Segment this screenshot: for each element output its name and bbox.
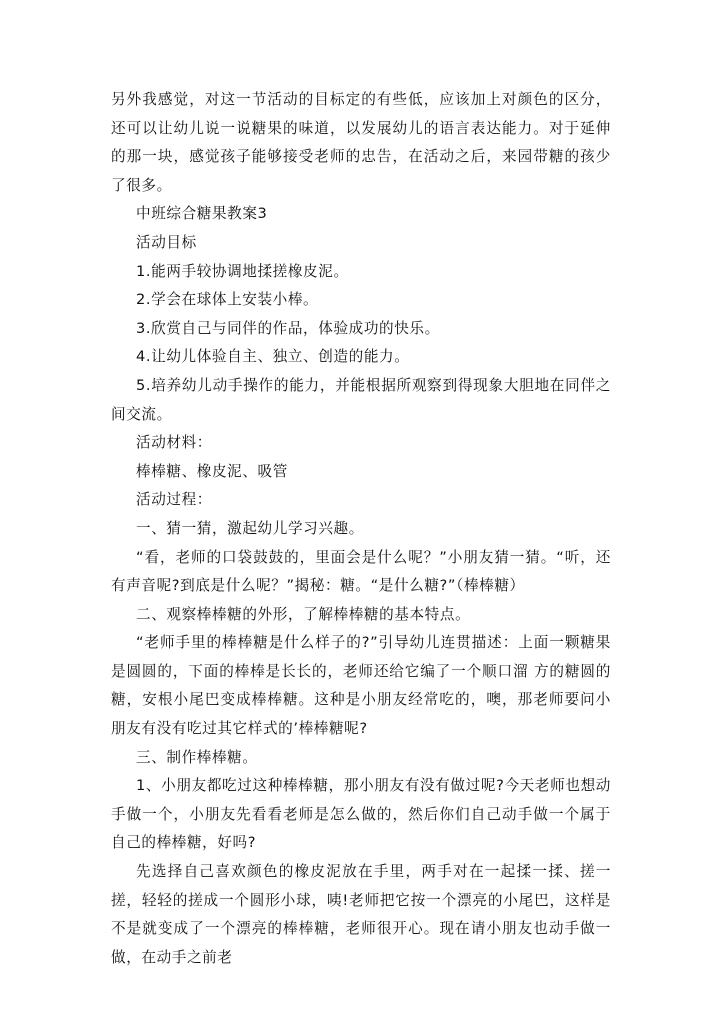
paragraph-make: 1、小朋友都吃过这种棒棒糖，那小朋友有没有做过呢?今天老师也想动手做一个，小朋友先看看老师是怎么做的，然后你们自己动手做一个属于自己的棒棒糖，好吗? bbox=[111, 777, 611, 852]
heading-process: 活动过程： bbox=[136, 491, 212, 509]
goal-item: 1.能两手较协调地揉搓橡皮泥。 bbox=[136, 262, 349, 280]
goal-item: 4.让幼儿体验自主、独立、创造的能力。 bbox=[136, 348, 410, 366]
heading-activity-goals: 活动目标 bbox=[136, 233, 197, 251]
goal-item: 2.学会在球体上安装小棒。 bbox=[136, 291, 319, 309]
section-title: 中班综合糖果教案3 bbox=[136, 205, 268, 223]
paragraph-guess: “看，老师的口袋鼓鼓的，里面会是什么呢？”小朋友猜一猜。“听，还有声音呢?到底是什么呢？”揭秘：糖。“是什么糖?”（棒棒糖） bbox=[111, 548, 611, 595]
document-body bbox=[111, 86, 611, 972]
paragraph-instructions: 先选择自己喜欢颜色的橡皮泥放在手里，两手对在一起揉一揉、搓一搓，轻轻的搓成一个圆形小球，咦!老师把它按一个漂亮的小尾巴，这样是不是就变成了一个漂亮的棒棒糖，老师很开心。现在请小朋友也动手做一做，在动手之前老 bbox=[111, 863, 611, 966]
materials-list: 棒棒糖、橡皮泥、吸管 bbox=[136, 462, 288, 480]
paragraph-reflection: 另外我感觉，对这一节活动的目标定的有些低，应该加上对颜色的区分，还可以让幼儿说一说糖果的味道，以发展幼儿的语言表达能力。对于延伸的那一块，感觉孩子能够接受老师的忠告，在活动之后，来园带糖的孩少了很多。 bbox=[111, 91, 611, 194]
paragraph-observe: “老师手里的棒棒糖是什么样子的?”引导幼儿连贯描述：上面一颗糖果是圆圆的，下面的棒棒是长长的，老师还给它编了一个顺口溜 方的糖圆的糖，安根小尾巴变成棒棒糖。这种是小朋友经常吃的，噢，那老师要问小朋友有没有吃过其它样式的’棒棒糖呢? bbox=[111, 634, 611, 738]
step-heading: 一、猜一猜，激起幼儿学习兴趣。 bbox=[136, 519, 364, 537]
heading-materials: 活动材料： bbox=[136, 434, 212, 452]
step-heading: 二、观察棒棒糖的外形，了解棒棒糖的基本特点。 bbox=[136, 605, 471, 623]
goal-item: 3.欣赏自己与同伴的作品，体验成功的快乐。 bbox=[136, 319, 440, 337]
goal-item: 5.培养幼儿动手操作的能力，并能根据所观察到得现象大胆地在同伴之间交流。 bbox=[111, 376, 611, 423]
step-heading: 三、制作棒棒糖。 bbox=[136, 748, 258, 766]
